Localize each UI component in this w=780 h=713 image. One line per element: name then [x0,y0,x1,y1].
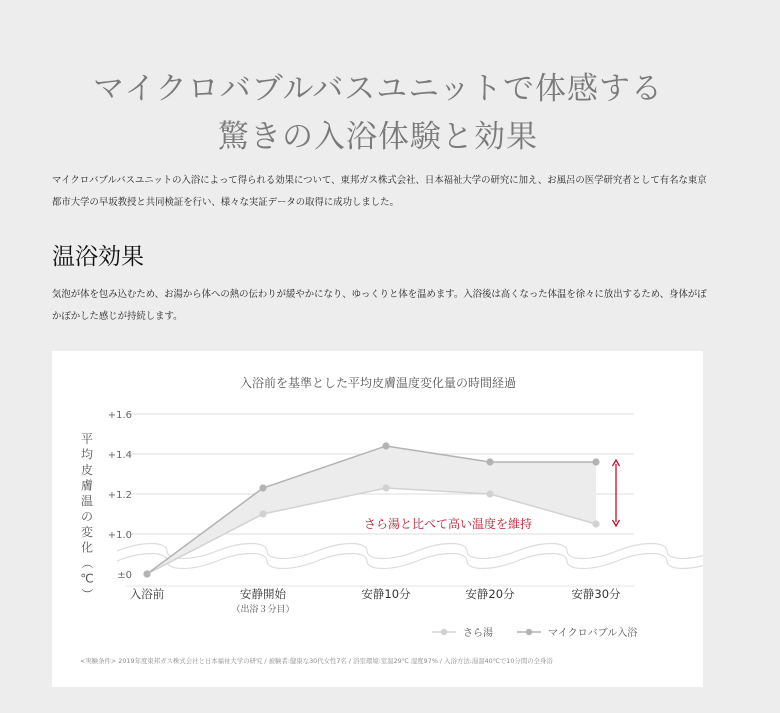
y-axis-label-char: 均 [80,447,94,462]
data-point [143,570,150,577]
y-tick-label: +1.4 [107,450,132,461]
experiment-footnote: <実験条件> 2019年度東邦ガス株式会社と日本福祉大学の研究 / 被験者:健康な30代女性7名 / 浴室環境:室温29℃ 湿度97% / 入浴方法:湯温40℃で10分間の全身浴 [80,657,553,665]
x-tick-label: 安静開始 [240,587,286,601]
x-tick-label: 入浴前 [129,587,165,601]
data-point [382,484,389,491]
y-axis-label-char: 皮 [80,463,94,477]
intro-paragraph: マイクロバブルバスユニットの入浴によって得られる効果について、東邦ガス株式会社、日本福祉大学の研究に加え、お風呂の医学研究者として有名な東京都市大学の早坂教授と共同検証を行い、様々な実証データの取得に成功しました。 [52,175,707,208]
legend-marker [441,629,447,635]
y-axis-label-char: （ [80,556,94,570]
page-title-line-1: マイクロバブルバスユニットで体感する [92,70,664,107]
y-axis-label-char: の [80,509,94,524]
y-tick-label: +1.6 [107,410,132,421]
page-title [0,65,756,161]
x-tick-label: 安静30分 [571,587,621,601]
data-point [259,510,266,517]
y-tick-label: +1.2 [107,490,132,501]
chart-title: 入浴前を基準とした平均皮膚温度変化量の時間経過 [239,376,517,390]
annotation-text: さら湯と比べて高い温度を維持 [363,517,533,531]
y-axis-label-char: ℃ [80,571,94,586]
data-point [592,520,599,527]
x-tick-sublabel: （出浴３分目） [231,605,295,615]
x-tick-label: 安静10分 [361,587,411,601]
section-heading: 温浴効果 [52,244,144,270]
legend-label: さら湯 [463,628,493,639]
data-point [259,484,266,491]
y-axis-label-char: 化 [80,540,94,555]
data-point [486,458,493,465]
legend-label: マイクロバブル入浴 [548,628,638,639]
data-point [382,442,389,449]
data-point [592,458,599,465]
difference-area [147,446,596,574]
section-description: 気泡が体を包み込むため、お湯から体への熱の伝わりが緩やかになり、ゆっくりと体を温めます。入浴後は高くなった体温を徐々に放出するため、身体がぽかぽかした感じが持続します。 [52,289,707,322]
y-tick-label: +1.0 [107,530,132,541]
page-title-line-2: 驚きの入浴体験と効果 [218,118,538,155]
y-axis-label-char: 膚 [80,478,94,493]
y-axis-label-char: ） [80,587,94,601]
skin-temperature-chart [52,351,703,687]
y-axis-label-char: 平 [80,432,94,446]
y-axis-label-char: 変 [80,525,94,539]
y-tick-label: ±0 [117,570,132,581]
axis-break-line [117,544,703,559]
data-point [486,490,493,497]
x-tick-label: 安静20分 [465,587,515,601]
y-axis-label-char: 温 [80,494,94,508]
chart-card [52,351,703,687]
legend-marker [526,629,532,635]
